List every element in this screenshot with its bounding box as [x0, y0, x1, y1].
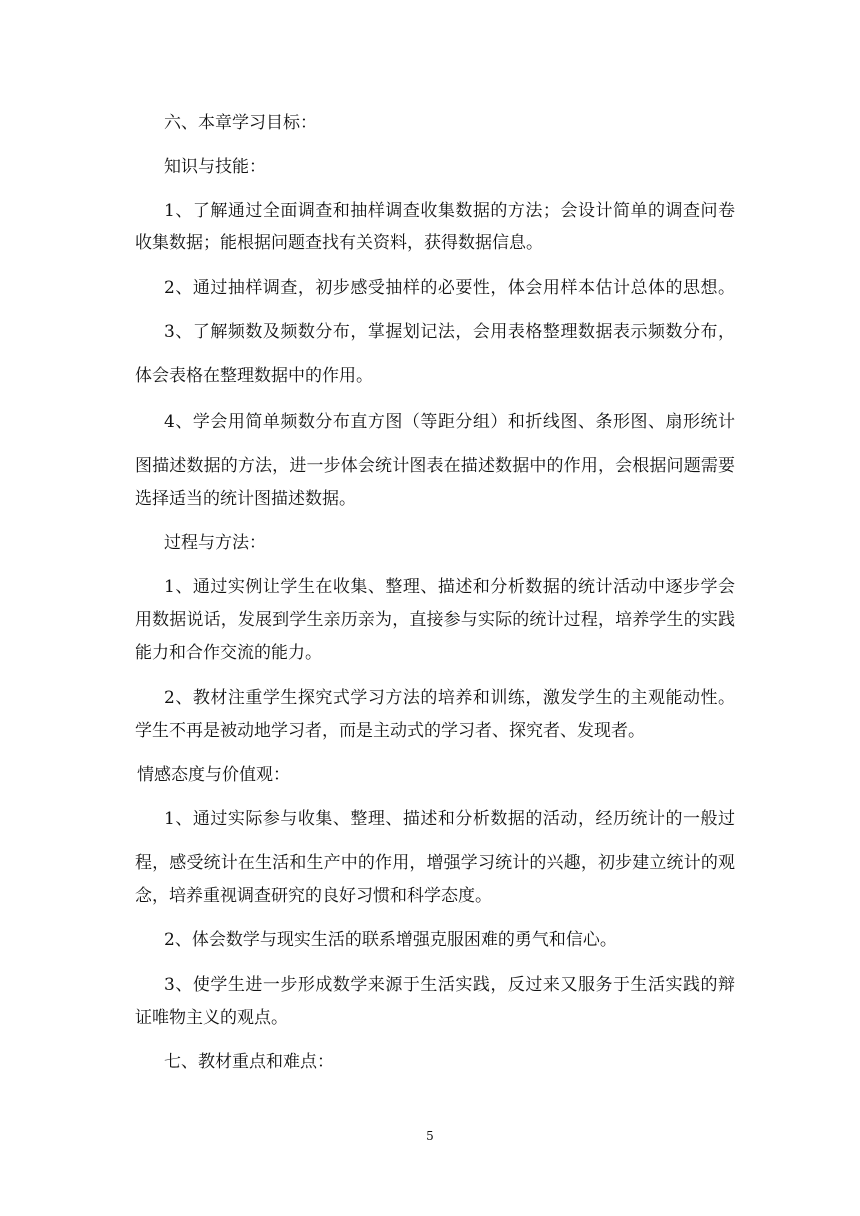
section-heading-key-points: 七、教材重点和难点： — [164, 1052, 334, 1072]
paragraph-line: 图描述数据的方法，进一步体会统计图表在描述数据中的作用，会根据问题需要 — [135, 456, 735, 476]
paragraph-line: 1、通过实际参与收集、整理、描述和分析数据的活动，经历统计的一般过 — [164, 809, 735, 829]
paragraph-line: 1、了解通过全面调查和抽样调查收集数据的方法；会设计简单的调查问卷 — [164, 201, 735, 221]
paragraph-line: 2、教材注重学生探究式学习方法的培养和训练，激发学生的主观能动性。 — [164, 688, 735, 708]
paragraph-line: 能力和合作交流的能力。 — [135, 643, 322, 663]
paragraph-line: 2、体会数学与现实生活的联系增强克服困难的勇气和信心。 — [164, 930, 617, 950]
section-heading-learning-goals: 六、本章学习目标： — [164, 113, 317, 133]
subheading-emotion-values: 情感态度与价值观： — [137, 765, 290, 785]
paragraph-line: 选择适当的统计图描述数据。 — [135, 489, 356, 509]
paragraph-line: 4、学会用简单频数分布直方图（等距分组）和折线图、条形图、扇形统计 — [164, 412, 735, 432]
paragraph-line: 证唯物主义的观点。 — [135, 1008, 288, 1028]
paragraph-line: 3、了解频数及频数分布，掌握划记法，会用表格整理数据表示频数分布， — [164, 322, 735, 342]
paragraph-line: 3、使学生进一步形成数学来源于生活实践，反过来又服务于生活实践的辩 — [164, 975, 735, 995]
subheading-knowledge-skills: 知识与技能： — [164, 157, 266, 177]
subheading-process-method: 过程与方法： — [164, 533, 266, 553]
paragraph-line: 学生不再是被动地学习者，而是主动式的学习者、探究者、发现者。 — [135, 721, 645, 741]
paragraph-line: 程，感受统计在生活和生产中的作用，增强学习统计的兴趣，初步建立统计的观 — [135, 853, 735, 873]
paragraph-line: 1、通过实例让学生在收集、整理、描述和分析数据的统计活动中逐步学会 — [164, 577, 735, 597]
paragraph-line: 体会表格在整理数据中的作用。 — [135, 366, 373, 386]
paragraph-line: 收集数据；能根据问题查找有关资料，获得数据信息。 — [135, 233, 543, 253]
paragraph-line: 念，培养重视调查研究的良好习惯和科学态度。 — [135, 886, 492, 906]
paragraph-line: 2、通过抽样调查，初步感受抽样的必要性，体会用样本估计总体的思想。 — [164, 278, 735, 298]
page-number: 5 — [426, 1129, 434, 1143]
paragraph-line: 用数据说话，发展到学生亲历亲为，直接参与实际的统计过程，培养学生的实践 — [135, 610, 735, 630]
